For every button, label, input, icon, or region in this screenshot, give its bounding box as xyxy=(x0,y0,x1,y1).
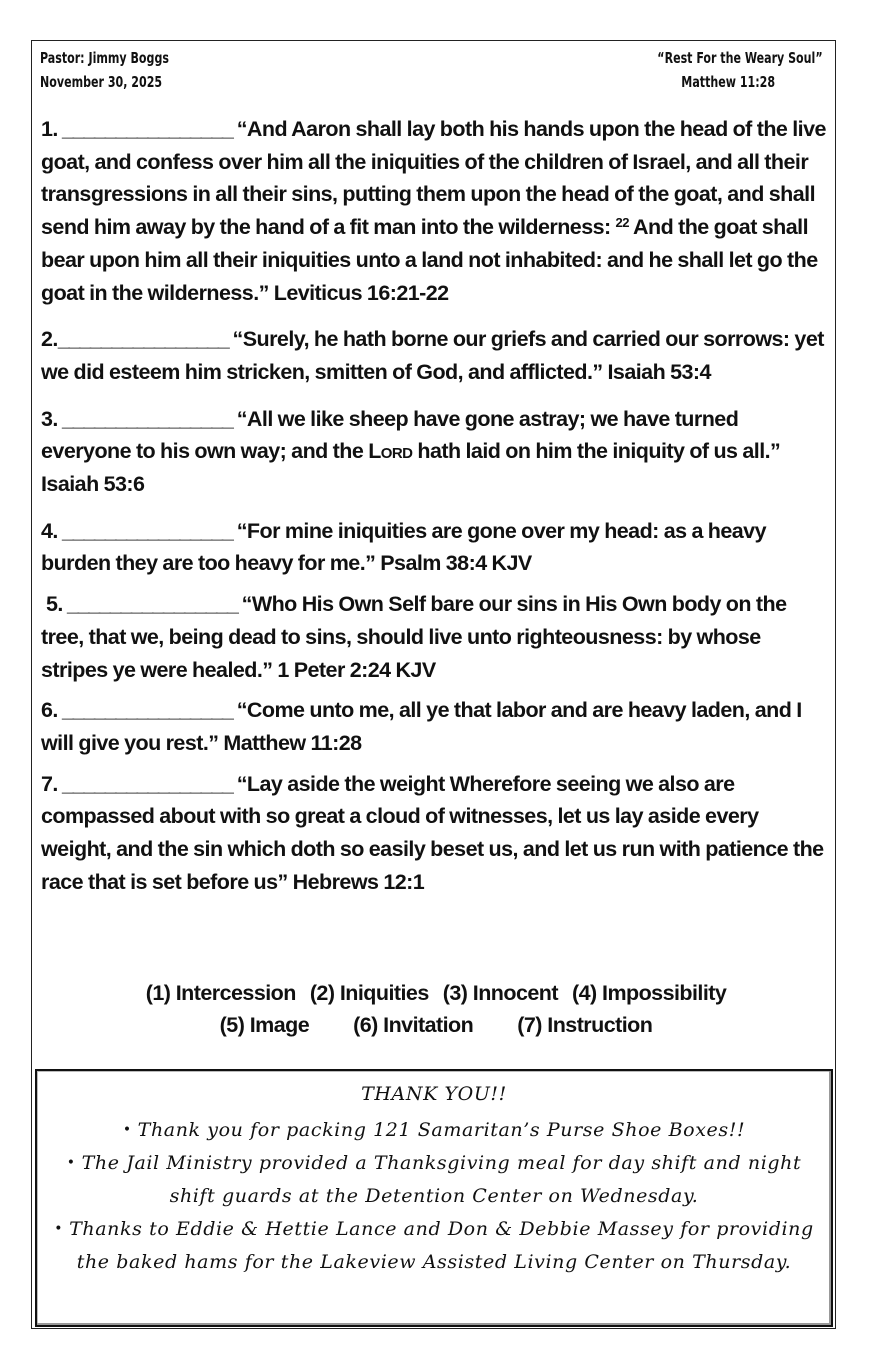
answer-blank[interactable]: ________________ xyxy=(57,327,233,352)
answer-blank[interactable]: ________________ xyxy=(57,698,237,723)
verse-text: “Who His Own Self bare our sins in His Own body on the tree, that we, being dead to sins, should live unto righteousness: by whose stripes ye were healed.” 1 Peter 2:24 KJV xyxy=(41,592,787,682)
fill-in-item-6 xyxy=(41,694,831,759)
verse-text: “And Aaron shall lay both his hands upon the head of the live goat, and confess over him all the iniquities of the children of Israel, and all their transgressions in all their sins, putting them upon the head of the goat, and shall send him away by the hand of a fit man into the wilderness: xyxy=(41,117,826,240)
thank-you-box xyxy=(35,1069,833,1327)
thank-you-item xyxy=(47,1114,821,1147)
answer-option: (5) Image xyxy=(219,1013,310,1037)
header-left xyxy=(40,46,169,94)
fill-in-item-3 xyxy=(41,403,831,501)
verse-text-continued: hath laid on him the iniquity of us all.” Isaiah 53:6 xyxy=(41,439,781,497)
answer-option: (6) Invitation xyxy=(353,1013,474,1037)
fill-in-item-5 xyxy=(41,588,831,686)
thank-you-list xyxy=(37,1114,831,1279)
answer-option: (1) Intercession xyxy=(145,981,296,1005)
fill-in-list xyxy=(41,113,831,898)
sermon-date: November 30, 2025 xyxy=(40,73,163,91)
verse-text: “Surely, he hath borne our griefs and carried our sorrows: yet we did esteem him stricken, smitten of God, and afflicted.” Isaiah 53:4 xyxy=(41,327,824,384)
verse-text: “Come unto me, all ye that labor and are heavy laden, and I will give you rest.” Matthew 11:28 xyxy=(41,698,802,755)
item-number: 7. xyxy=(41,771,58,796)
item-number: 6. xyxy=(41,698,58,723)
fill-in-item-4 xyxy=(41,515,831,580)
thank-you-text: The Jail Ministry provided a Thanksgiving meal for day shift and night shift guards at the Detention Center on Wednesday. xyxy=(81,1152,802,1207)
item-number: 4. xyxy=(41,518,58,543)
fill-in-item-1 xyxy=(41,113,831,309)
item-number: 3. xyxy=(41,406,58,431)
item-number: 2. xyxy=(41,327,58,352)
thank-you-item xyxy=(47,1213,821,1279)
lord-small-caps: Lord xyxy=(368,439,413,464)
answer-blank[interactable]: ________________ xyxy=(57,117,237,141)
answer-blank[interactable]: ________________ xyxy=(62,592,242,617)
answer-blank[interactable]: ________________ xyxy=(57,518,237,543)
answer-option: (2) Iniquities xyxy=(309,981,429,1005)
verse-text: “For mine iniquities are gone over my head: as a heavy burden they are too heavy for me.” Psalm 38:4 KJV xyxy=(41,518,766,576)
answer-key xyxy=(41,977,831,1041)
bullet-icon: • xyxy=(54,1221,64,1237)
answer-option: (3) Innocent xyxy=(442,981,558,1005)
verse-text: “All we like sheep have gone astray; we have turned everyone to his own way; and the xyxy=(41,406,739,464)
verse-text: “Lay aside the weight Wherefore seeing we also are compassed about with so great a cloud of witnesses, let us lay aside every weight, and the sin which doth so easily beset us, and let us run with patience the race that is set before us” Hebrews 12:1 xyxy=(41,771,824,894)
bullet-icon: • xyxy=(66,1155,76,1171)
item-number: 5. xyxy=(45,592,63,617)
answer-option: (7) Instruction xyxy=(517,1013,653,1037)
thank-you-text: Thank you for packing 121 Samaritan’s Purse Shoe Boxes!! xyxy=(137,1119,746,1141)
fill-in-item-7 xyxy=(41,768,831,899)
thank-you-title: THANK YOU!! xyxy=(361,1083,507,1105)
fill-in-item-2 xyxy=(41,323,831,388)
thank-you-item xyxy=(47,1147,821,1213)
answer-blank[interactable]: ________________ xyxy=(57,406,237,431)
verse-number: 22 xyxy=(615,215,629,231)
pastor-name: Pastor: Jimmy Boggs xyxy=(40,49,169,67)
thank-you-text: Thanks to Eddie & Hettie Lance and Don & Debbie Massey for providing the baked hams for the Lakeview Assisted Living Center on Thursday. xyxy=(69,1218,814,1273)
sermon-reference: Matthew 11:28 xyxy=(681,73,776,91)
answer-option: (4) Impossibility xyxy=(571,981,727,1005)
item-number: 1. xyxy=(41,117,58,141)
verse-text-continued: And the goat shall bear upon him all their iniquities unto a land not inhabited: and he shall let go the goat in the wilderness.” Leviticus 16:21-22 xyxy=(41,215,818,305)
answer-blank[interactable]: ________________ xyxy=(57,771,237,796)
sermon-title: “Rest For the Weary Soul” xyxy=(657,49,823,67)
bullet-icon: • xyxy=(122,1122,132,1138)
header-right xyxy=(658,46,823,94)
